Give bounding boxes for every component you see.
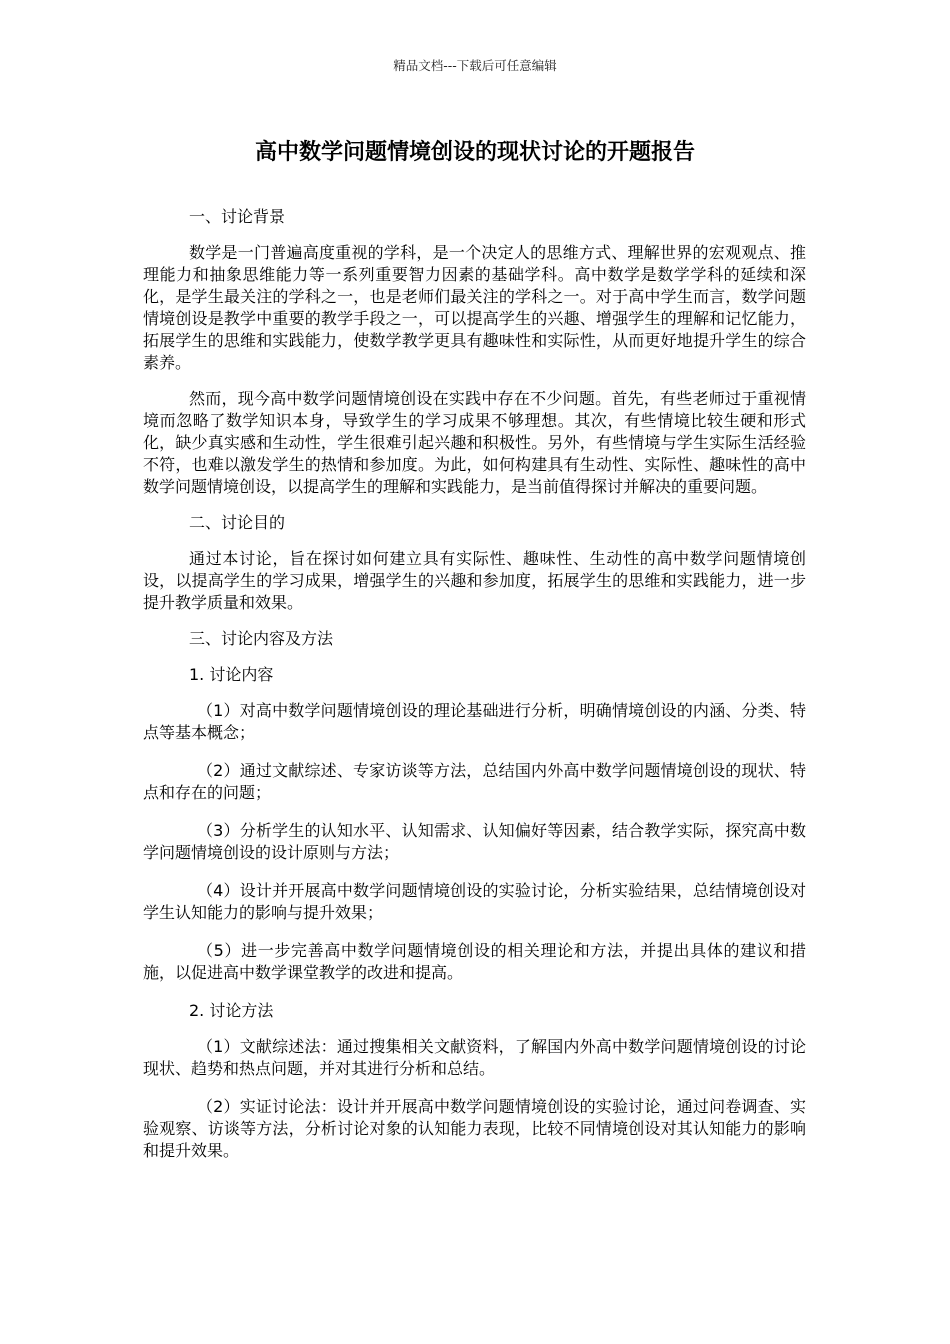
subsection-heading-methods: 2. 讨论方法 (189, 1001, 274, 1020)
document-title: 高中数学问题情境创设的现状讨论的开题报告 (254, 140, 695, 165)
list-item: （1）文献综述法：通过搜集相关文献资料，了解国内外高中数学问题情境创设的讨论现状、趋势和热点问题，并对其进行分析和总结。 (143, 1037, 806, 1078)
section-heading-background: 一、讨论背景 (189, 207, 286, 226)
subsection-heading-content: 1. 讨论内容 (189, 665, 274, 684)
list-item: （1）对高中数学问题情境创设的理论基础进行分析，明确情境创设的内涵、分类、特点等基本概念； (143, 701, 806, 742)
paragraph: 数学是一门普遍高度重视的学科，是一个决定人的思维方式、理解世界的宏观观点、推理能力和抽象思维能力等一系列重要智力因素的基础学科。高中数学是数学学科的延续和深化，是学生最关注的学科之一，也是老师们最关注的学科之一。对于高中学生而言，数学问题情境创设是教学中重要的教学手段之一，可以提高学生的兴趣、增强学生的理解和记忆能力，拓展学生的思维和实践能力，使数学教学更具有趣味性和实际性，从而更好地提升学生的综合素养。 (143, 243, 806, 372)
list-item: （4）设计并开展高中数学问题情境创设的实验讨论，分析实验结果，总结情境创设对学生认知能力的影响与提升效果； (143, 881, 806, 922)
document-body (143, 206, 806, 1178)
list-item: （2）实证讨论法：设计并开展高中数学问题情境创设的实验讨论，通过问卷调查、实验观察、访谈等方法，分析讨论对象的认知能力表现，比较不同情境创设对其认知能力的影响和提升效果。 (143, 1097, 806, 1160)
section-heading-purpose: 二、讨论目的 (189, 513, 286, 532)
paragraph: 通过本讨论，旨在探讨如何建立具有实际性、趣味性、生动性的高中数学问题情境创设，以提高学生的学习成果，增强学生的兴趣和参加度，拓展学生的思维和实践能力，进一步提升教学质量和效果。 (143, 549, 806, 612)
section-heading-content-methods: 三、讨论内容及方法 (189, 629, 334, 648)
list-item: （3）分析学生的认知水平、认知需求、认知偏好等因素，结合教学实际，探究高中数学问题情境创设的设计原则与方法； (143, 821, 806, 862)
list-item: （5）进一步完善高中数学问题情境创设的相关理论和方法，并提出具体的建议和措施，以促进高中数学课堂教学的改进和提高。 (143, 941, 806, 982)
list-item: （2）通过文献综述、专家访谈等方法，总结国内外高中数学问题情境创设的现状、特点和存在的问题； (143, 761, 806, 802)
paragraph: 然而，现今高中数学问题情境创设在实践中存在不少问题。首先，有些老师过于重视情境而忽略了数学知识本身，导致学生的学习成果不够理想。其次，有些情境比较生硬和形式化，缺少真实感和生动性，学生很难引起兴趣和积极性。另外，有些情境与学生实际生活经验不符，也难以激发学生的热情和参加度。为此，如何构建具有生动性、实际性、趣味性的高中数学问题情境创设，以提高学生的理解和实践能力，是当前值得探讨并解决的重要问题。 (143, 389, 806, 496)
page-header-watermark: 精品文档---下载后可任意编辑 (393, 58, 557, 73)
